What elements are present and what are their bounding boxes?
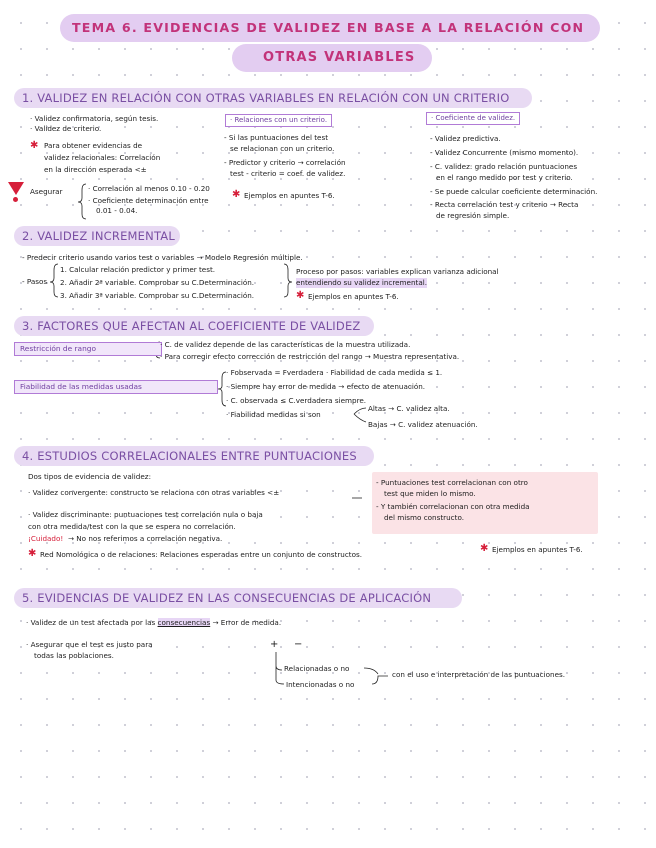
s4-panel-2: test que miden lo mismo. [384,489,476,498]
asterisk-icon: ✱ [28,548,37,559]
s3-altas: Altas → C. validez alta. [368,404,450,413]
s1-line-5: en la dirección esperada <± [44,165,147,174]
asegurar-label: Asegurar [30,187,63,196]
s1-line-4: validez relacionales: Correlación [44,153,161,162]
asterisk-icon: ✱ [296,290,305,301]
s3-f-2: · Siempre hay error de medida → efecto de atenuación. [226,382,426,391]
consecuencias-highlight: consecuencias [157,618,211,627]
asegurar-item-2: · Coeficiente determinación entre [88,196,209,205]
s5-branch-3: con el uso e interpretación de las puntuaciones. [392,670,566,679]
section-1-heading: 1. VALIDEZ EN RELACIÓN CON OTRAS VARIABLES EN RELACIÓN CON UN CRITERIO [14,88,532,108]
section-2-heading: 2. VALIDEZ INCREMENTAL [14,226,180,246]
s1-coef-3: - C. validez: grado relación puntuaciones [430,162,578,171]
asterisk-icon: ✱ [232,189,241,200]
s5-line-1 [26,618,281,628]
page-title-line2: OTRAS VARIABLES [263,50,416,65]
s3-rr-2: · Para corregir efecto corrección de restricción del rango → Muestra representativa. [160,352,460,361]
s1-rel-3: - Predictor y criterio → correlación [224,158,346,167]
s5-branch-2: Intencionadas o no [286,680,355,689]
s1-coef-7: de regresión simple. [436,211,510,220]
minus-sign: − [294,639,303,650]
s1-line-1: · Validez confirmatoria, según tesis. [30,114,159,123]
page-title-line1: TEMA 6. EVIDENCIAS DE VALIDEZ EN BASE A LA RELACIÓN CON [72,20,585,35]
paso-3: 3. Añadir 3ª variable. Comprobar su C.Determinación. [60,291,255,300]
asegurar-item-1: · Correlación al menos 0.10 - 0.20 [88,184,210,193]
s3-f-4: · Fiabilidad medidas si son [226,410,321,419]
s5-line-1a: · Validez de un test afectada por las [26,618,156,627]
box-restriccion-rango: Restricción de rango [14,342,162,356]
pasos-label: - Pasos [22,277,48,286]
s5-branch-1: Relacionadas o no [284,664,350,673]
box-coeficiente-validez: · Coeficiente de validez. [426,112,520,125]
box-relaciones-criterio: · Relaciones con un criterio. [225,114,332,127]
asegurar-item-3: 0.01 - 0.04. [96,206,138,215]
s4-line-3: · Validez discriminante: puntuaciones test correlación nula o baja [28,510,263,519]
s1-line-3: Para obtener evidencias de [44,141,143,150]
s1-coef-5: - Se puede calcular coeficiente determinación. [430,187,598,196]
s4-line-1: Dos tipos de evidencia de validez: [28,472,151,481]
s1-coef-4: en el rango medido por test y criterio. [436,173,573,182]
plus-sign: + [270,639,279,650]
s1-rel-2: se relacionan con un criterio. [230,144,335,153]
section-5-heading: 5. EVIDENCIAS DE VALIDEZ EN LAS CONSECUENCIAS DE APLICACIÓN [14,588,462,608]
s3-f-3: · C. observada ≤ C.verdadera siempre. [226,396,367,405]
s1-line-2: · Validez de criterio. [30,124,102,133]
s2-proceso-3: Ejemplos en apuntes T-6. [308,292,399,301]
s2-proceso-2: entendiendo su validez incremental. [296,278,428,287]
s3-f-1: · Fobservada = Fverdadera · Fiabilidad de cada medida ≤ 1. [226,368,443,377]
s4-line-4: con otra medida/test con la que se espera no correlación. [28,522,236,531]
s5-line-1c: → Error de medida. [212,618,282,627]
cuidado-label: ¡Cuidado! [28,534,64,543]
s4-panel-4: del mismo constructo. [384,513,464,522]
s4-panel-1: - Puntuaciones test correlacionan con otro [376,478,528,487]
section-3-heading: 3. FACTORES QUE AFECTAN AL COEFICIENTE DE VALIDEZ [14,316,374,336]
s4-line-7: Ejemplos en apuntes T-6. [492,545,583,554]
asterisk-icon: ✱ [30,140,39,151]
s4-line-6: Red Nomológica o de relaciones: Relaciones esperadas entre un conjunto de constructos. [40,550,363,559]
s1-rel-5: Ejemplos en apuntes T-6. [244,191,335,200]
s5-line-2: · Asegurar que el test es justo para [26,640,153,649]
warning-dot-icon [13,197,18,202]
s2-proceso-1: Proceso por pasos: variables explican varianza adicional [296,267,499,276]
paso-1: 1. Calcular relación predictor y primer test. [60,265,216,274]
s5-line-3: todas las poblaciones. [34,651,114,660]
s3-bajas: Bajas → C. validez atenuación. [368,420,478,429]
s1-rel-1: - Si las puntuaciones del test [224,133,329,142]
asterisk-icon: ✱ [480,543,489,554]
s4-line-5: → No nos referimos a correlación negativa. [68,534,223,543]
section-4-heading: 4. ESTUDIOS CORRELACIONALES ENTRE PUNTUACIONES [14,446,374,466]
s1-rel-4: test - criterio = coef. de validez. [230,169,346,178]
s1-coef-2: - Validez Concurrente (mismo momento). [430,148,579,157]
warning-icon [8,182,24,195]
s3-rr-1: · C. de validez depende de las características de la muestra utilizada. [160,340,411,349]
box-fiabilidad-medidas: Fiabilidad de las medidas usadas [14,380,218,394]
s4-line-2: · Validez convergente: constructo se relaciona con otras variables <± [28,488,280,497]
s1-coef-1: - Validez predictiva. [430,134,501,143]
s2-line-1: - Predecir criterio usando varios test o variables → Modelo Regresión múltiple. [22,253,303,262]
s1-coef-6: - Recta correlación test y criterio → Recta [430,200,579,209]
paso-2: 2. Añadir 2ª variable. Comprobar su C.Determinación. [60,278,255,287]
s4-panel-3: - Y también correlacionan con otra medida [376,502,530,511]
